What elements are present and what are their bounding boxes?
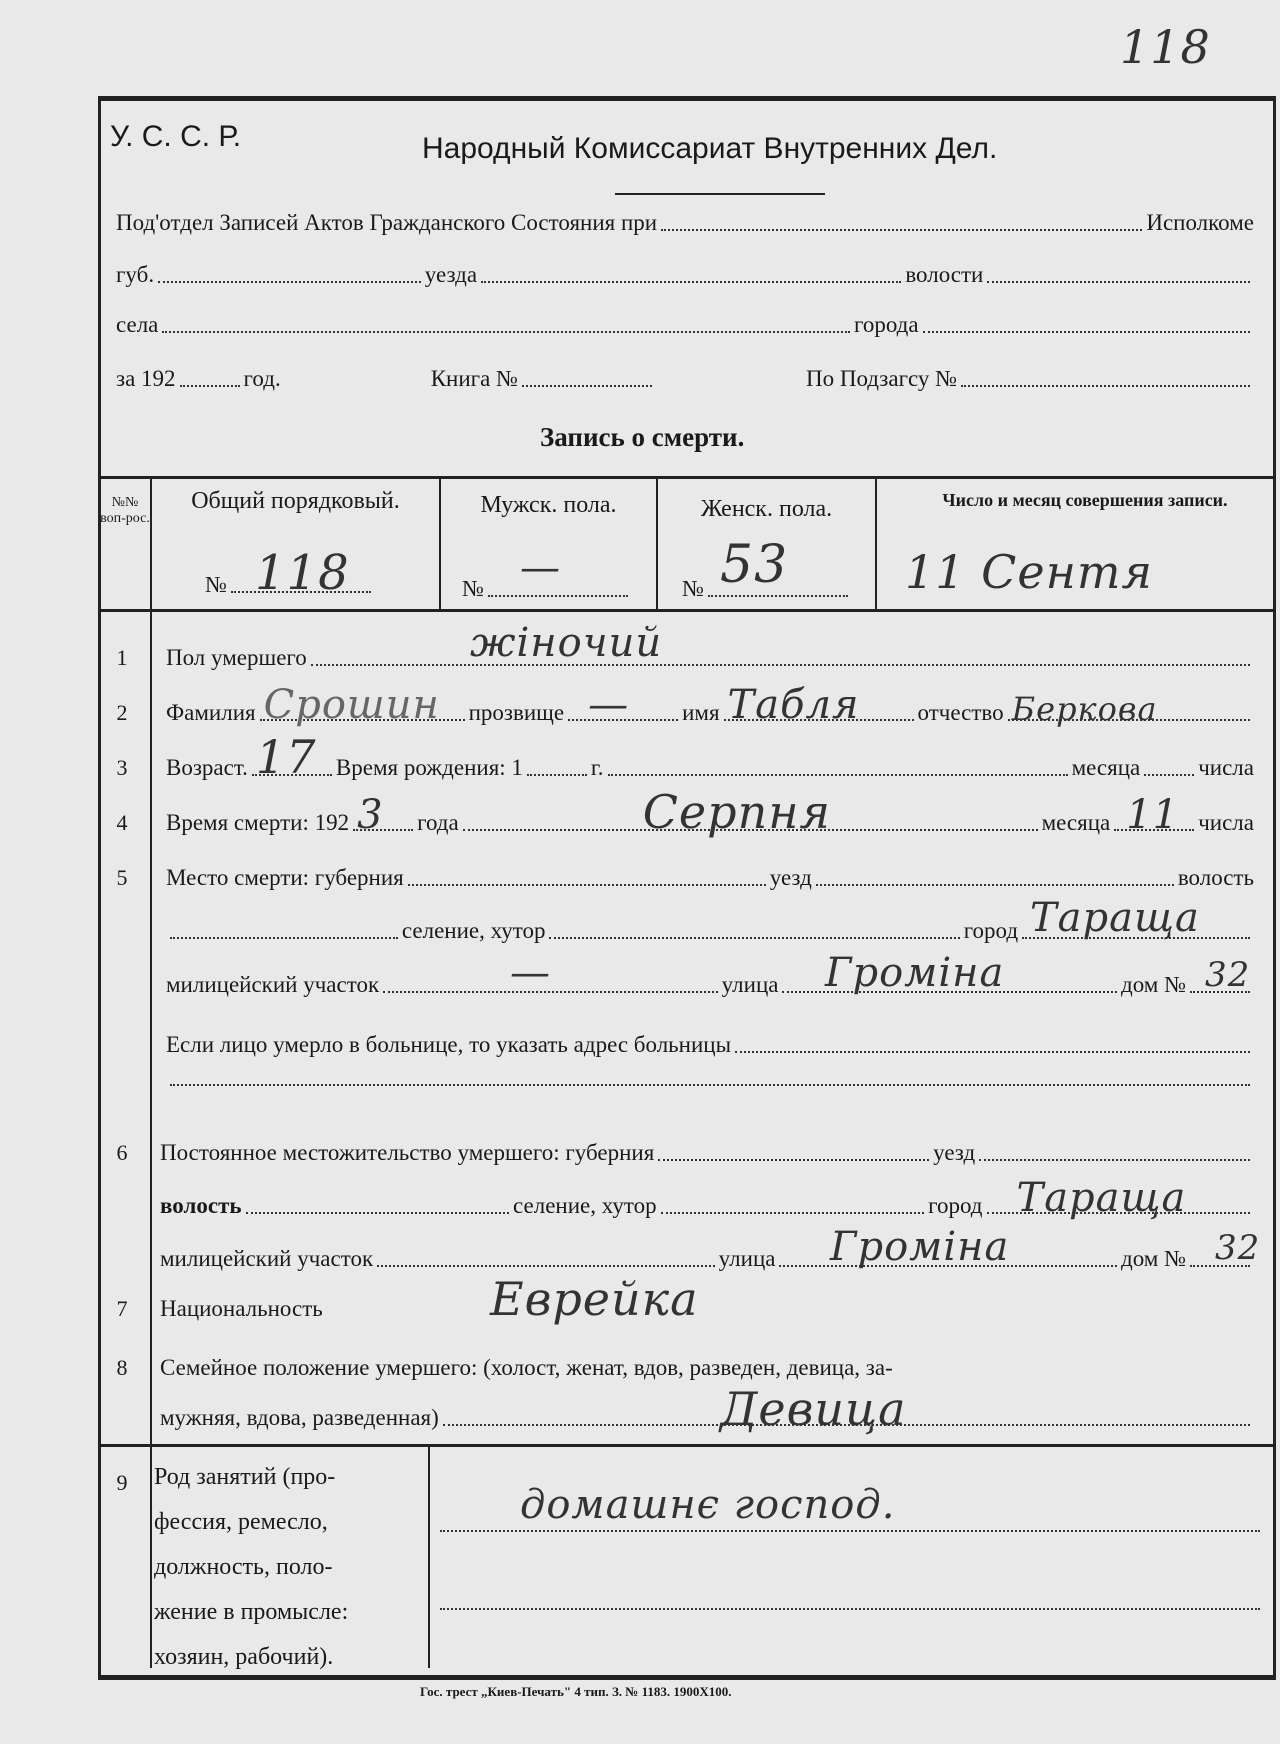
za-year: за 192 [116, 366, 176, 391]
birth-year-field[interactable] [527, 773, 587, 776]
label: года [417, 810, 459, 835]
occupation-label [154, 1455, 419, 1680]
label: Семейное положение умершего: (холост, женат, вдов, разведен, девица, за- [160, 1355, 893, 1380]
label: милицейский участок [166, 972, 380, 997]
sela: села [116, 312, 159, 337]
occupation-field[interactable] [440, 1530, 1260, 1532]
blank[interactable] [522, 384, 652, 387]
death-month-value: Серпня [642, 785, 831, 839]
nickname-value: — [588, 682, 630, 728]
blank[interactable] [481, 280, 901, 283]
god: год. [243, 366, 281, 391]
blank[interactable] [923, 330, 1250, 333]
marital-value: Девица [720, 1382, 907, 1436]
res-street-value: Громіна [830, 1224, 1010, 1270]
label-line: должность, поло- [154, 1554, 333, 1580]
row-age [166, 730, 1254, 784]
year-line [116, 366, 1254, 392]
label-line: фессия, ремесло, [154, 1509, 328, 1535]
label: прозвище [468, 700, 565, 725]
res-uezd-field[interactable] [979, 1158, 1250, 1161]
hospital-field-2[interactable] [170, 1083, 1250, 1086]
row-death-street [166, 972, 1254, 998]
label: дом № [1121, 1246, 1187, 1271]
patronymic-field[interactable] [1008, 690, 1250, 728]
label: улица [721, 972, 779, 997]
blank[interactable] [987, 280, 1250, 283]
label: город [928, 1193, 983, 1218]
label: милицейский участок [160, 1246, 374, 1271]
res-volost-field[interactable] [246, 1211, 509, 1214]
occupation-value: домашнє господ. [520, 1482, 896, 1528]
form-title: Запись о смерти. [540, 422, 745, 452]
label: Время рождения: 1 [335, 755, 523, 780]
no-label: № [682, 576, 704, 601]
section-9-line [98, 1444, 1273, 1447]
res-militia-field[interactable] [377, 1264, 715, 1267]
label: уезд [769, 865, 812, 890]
goroda: города [853, 312, 919, 337]
death-house-value: 32 [1205, 955, 1251, 995]
label: Если лицо умерло в больнице, то указать адрес больницы [166, 1032, 732, 1057]
row-marital [160, 1355, 1254, 1381]
birth-day-field[interactable] [1144, 773, 1194, 776]
label: уезд [933, 1140, 976, 1165]
female-value: 53 [720, 535, 789, 595]
surname-field[interactable] [260, 682, 465, 728]
row-number: 3 [116, 755, 128, 780]
commissariat: Народный Комиссариат Внутренних Дел. [422, 132, 998, 165]
date-value: 11 Сентя [905, 545, 1153, 599]
nickname-field[interactable] [568, 682, 678, 728]
militia-value: — [510, 950, 551, 996]
death-day-field[interactable] [1114, 792, 1194, 838]
label: отчество [917, 700, 1004, 725]
blank[interactable] [180, 384, 240, 387]
row-hospital-cont [166, 1083, 1254, 1091]
female-header: Женск. пола. [700, 496, 833, 522]
surname-value: Срошин [263, 682, 440, 728]
age-value: 17 [255, 730, 317, 784]
row-nationality [160, 1296, 1254, 1322]
blank[interactable] [162, 330, 850, 333]
uezd-field[interactable] [816, 883, 1174, 886]
hospital-field[interactable] [735, 1050, 1250, 1053]
label: Фамилия [166, 700, 256, 725]
row-number: 4 [116, 810, 128, 835]
row-name [166, 682, 1254, 728]
label: город [963, 918, 1019, 943]
row-number: 5 [116, 865, 128, 890]
label: Возраст. [166, 755, 248, 780]
selenie-field[interactable] [549, 936, 959, 939]
sex-field[interactable] [311, 663, 1250, 666]
volosti: волости [905, 262, 984, 287]
death-month-field[interactable] [463, 785, 1038, 839]
death-city-value: Тараща [1030, 895, 1200, 941]
label: волость [160, 1193, 242, 1218]
row-number: 8 [116, 1355, 128, 1380]
row-death-date [166, 785, 1254, 839]
row-number: 9 [116, 1470, 128, 1495]
label: месяца [1041, 810, 1111, 835]
blank[interactable] [661, 228, 1142, 231]
firstname-value: Табля [727, 682, 860, 728]
row-residence [160, 1140, 1254, 1166]
row-death-place [166, 865, 1254, 891]
volost-field[interactable] [170, 936, 398, 939]
blank[interactable] [961, 384, 1250, 387]
res-gubernia-field[interactable] [658, 1158, 929, 1161]
res-gorod-field[interactable] [987, 1175, 1250, 1221]
podzagsu: По Подзагсу № [806, 366, 958, 391]
date-header: Число и месяц совершения записи. [942, 490, 1228, 510]
no-label: № [205, 572, 227, 597]
res-selenie-field[interactable] [661, 1211, 924, 1214]
label: селение, хутор [401, 918, 546, 943]
male-value: — [520, 545, 561, 591]
row-sex [166, 645, 1254, 671]
label: числа [1198, 755, 1254, 780]
gub: губ. [116, 262, 155, 287]
printer-footer: Гос. трест „Киев-Печать" 4 тип. З. № 1183. 1900Х100. [420, 1684, 732, 1699]
label: Пол умершего [166, 645, 307, 670]
uezda: уезда [424, 262, 478, 287]
label-line: хозяин, рабочий). [154, 1644, 334, 1670]
age-field[interactable] [252, 730, 332, 784]
death-street-value: Громіна [825, 950, 1005, 996]
subdept-line [116, 210, 1254, 236]
nationality-value: Еврейка [490, 1272, 699, 1326]
col-line [428, 1446, 430, 1668]
table-top-line [98, 476, 1273, 479]
male-field[interactable] [488, 594, 628, 597]
sex-value: жіночий [470, 620, 663, 666]
row-hospital [166, 1032, 1254, 1058]
label: Время смерти: 192 [166, 810, 350, 835]
row-residence-settlement [160, 1175, 1254, 1221]
republic: У. С. С. Р. [110, 120, 242, 153]
row-number: 1 [116, 645, 128, 670]
col-line [875, 478, 877, 609]
label: мужняя, вдова, разведенная) [160, 1405, 439, 1430]
label: селение, хутор [513, 1193, 657, 1218]
label: улица [718, 1246, 776, 1271]
label: Место смерти: губерния [166, 865, 404, 890]
sela-line [116, 312, 1254, 338]
label: Национальность [160, 1296, 323, 1321]
death-year-field[interactable] [353, 792, 413, 838]
res-house-value: 32 [1215, 1228, 1261, 1268]
label-line: Род занятий (про- [154, 1464, 336, 1490]
table-header-bottom [98, 609, 1273, 612]
gubernia-field[interactable] [408, 883, 766, 886]
label: волость [1177, 865, 1255, 890]
ispolkome: Исполкоме [1146, 210, 1254, 235]
label: месяца [1071, 755, 1141, 780]
label-line: жение в промысле: [154, 1599, 349, 1625]
firstname-field[interactable] [724, 682, 914, 728]
death-year-value: 3 [357, 792, 384, 838]
no-label: № [462, 576, 484, 601]
row-residence-street [160, 1246, 1254, 1272]
subdept: Под'отдел Записей Актов Гражданского Состояния при [116, 210, 658, 235]
label: имя [682, 700, 720, 725]
page-number: 118 [1120, 20, 1211, 74]
number-column-line [150, 478, 152, 1668]
row-number: 7 [116, 1296, 128, 1321]
qnum-header: №№ воп-рос. [100, 495, 150, 526]
row-number: 2 [116, 700, 128, 725]
death-day-value: 11 [1126, 792, 1180, 838]
gub-line [116, 262, 1254, 288]
divider [615, 193, 825, 195]
occupation-field-2[interactable] [440, 1608, 1260, 1610]
general-value: 118 [255, 545, 350, 601]
row-number: 6 [116, 1140, 128, 1165]
row-marital-cont [160, 1405, 1254, 1431]
birth-month-field[interactable] [608, 773, 1068, 776]
res-city-value: Тараща [1016, 1175, 1187, 1221]
label: г. [590, 755, 604, 780]
blank[interactable] [158, 280, 421, 283]
patronymic-value: Беркова [1011, 690, 1158, 728]
label: Постоянное местожительство умершего: губерния [160, 1140, 655, 1165]
label: дом № [1121, 972, 1187, 997]
kniga: Книга № [430, 366, 518, 391]
label: числа [1198, 810, 1254, 835]
general-header: Общий порядковый. [191, 488, 400, 514]
male-header: Мужск. пола. [480, 492, 617, 518]
